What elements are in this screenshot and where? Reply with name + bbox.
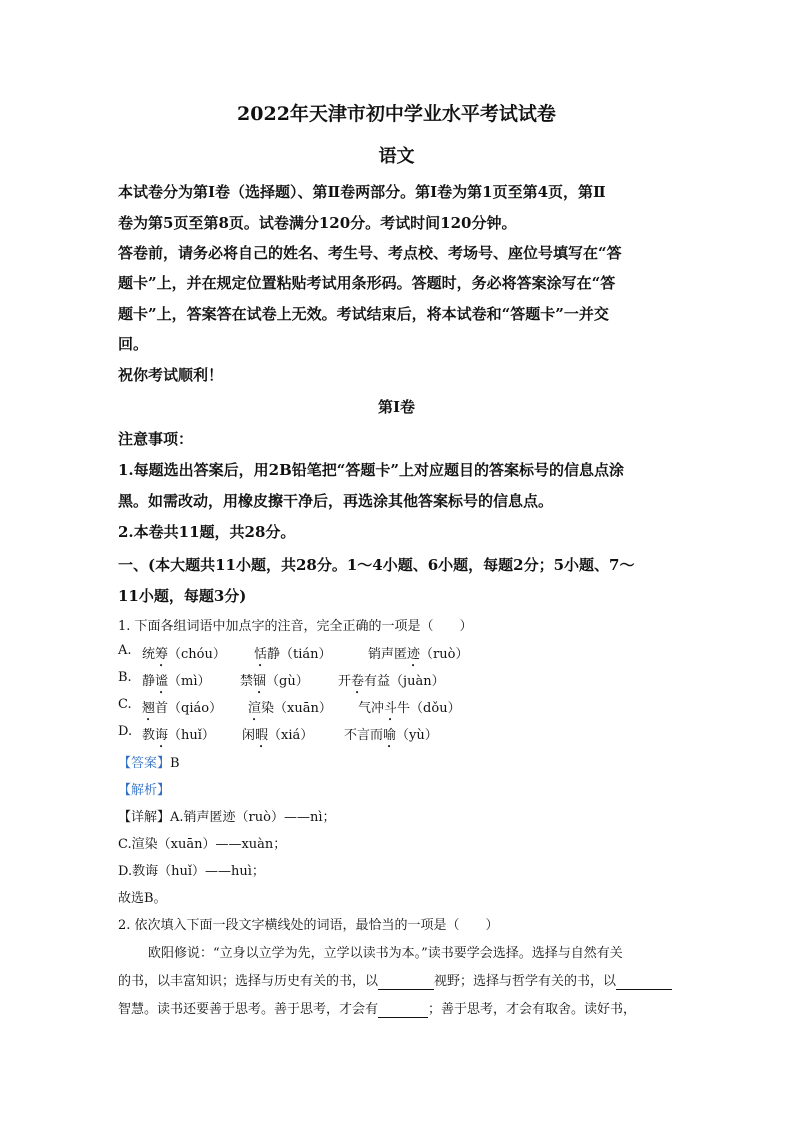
question-stem: 1. 下面各组词语中加点字的注音，完全正确的一项是（ ） xyxy=(118,619,473,634)
option-word: 气冲斗牛（dǒu） xyxy=(358,701,461,716)
subject-title: 语文 xyxy=(378,146,415,167)
option-label: B. xyxy=(118,670,132,685)
fill-blank[interactable] xyxy=(378,974,434,990)
passage-line: 欧阳修说：“立身以立学为先，立学以读书为本。”读书要学会选择。选择与自然有关 xyxy=(148,946,623,961)
answer-value: B xyxy=(170,756,180,771)
passage-line: 的书，以丰富知识；选择与历史有关的书，以 视野；选择与哲学有关的书，以 xyxy=(118,970,672,990)
part-heading: 11小题，每题3分) xyxy=(118,587,247,605)
intro-line: 答卷前，请务必将自己的姓名、考生号、考点校、考场号、座位号填写在“答 xyxy=(118,244,622,262)
answer-tag: 【答案】 xyxy=(118,756,171,771)
intro-line: 题卡”上，并在规定位置粘贴考试用条形码。答题时，务必将答案涂写在“答 xyxy=(118,274,616,292)
question-stem: 2. 依次填入下面一段文字横线处的词语，最恰当的一项是（ ） xyxy=(118,918,499,933)
option-word: 开卷有益（juàn） xyxy=(338,674,445,689)
option-word: 统筹（chóu） xyxy=(142,647,226,662)
intro-line: 题卡”上，答案答在试卷上无效。考试结束后，将本试卷和“答题卡”一并交 xyxy=(118,305,609,323)
note-line: 1.每题选出答案后，用2B铅笔把“答题卡”上对应题目的答案标号的信息点涂 xyxy=(118,461,625,479)
fill-blank[interactable] xyxy=(616,974,672,990)
option-word: 恬静（tián） xyxy=(254,647,332,662)
answer-line xyxy=(118,752,180,771)
note-line: 黑。如需改动，用橡皮擦干净后，再选涂其他答案标号的信息点。 xyxy=(118,492,554,510)
option-word: 渲染（xuān） xyxy=(248,701,332,716)
section-heading: 第Ⅰ卷 xyxy=(377,398,416,416)
detail-line: C.渲染（xuān）——xuàn； xyxy=(118,837,287,852)
option-word: 不言而喻（yù） xyxy=(344,728,438,743)
analysis-line xyxy=(118,779,170,798)
intro-line: 卷为第5页至第8页。试卷满分120分。考试时间120分钟。 xyxy=(118,214,517,232)
part-heading: 一、(本大题共11小题，共28分。1～4小题、6小题，每题2分；5小题、7～ xyxy=(118,556,635,574)
analysis-tag: 【解析】 xyxy=(118,783,171,798)
option-word: 销声匿迹（ruò） xyxy=(368,647,469,662)
option-word: 教诲（huǐ） xyxy=(142,728,215,743)
option-word: 闲暇（xiá） xyxy=(242,728,314,743)
detail-text: A.销声匿迹（ruò）——nì； xyxy=(170,810,336,825)
notes-title: 注意事项： xyxy=(118,430,194,448)
wish-line: 祝你考试顺利！ xyxy=(118,366,224,384)
passage-line: 智慧。读书还要善于思考。善于思考，才会有 ；善于思考，才会有取舍。读好书， xyxy=(118,1002,637,1017)
detail-line: D.教诲（huǐ）——huì； xyxy=(118,864,265,879)
option-label: C. xyxy=(118,697,132,712)
intro-line: 回。 xyxy=(118,335,149,353)
option-word: 静谧（mì） xyxy=(142,674,211,689)
intro-line: 本试卷分为第Ⅰ卷（选择题）、第Ⅱ卷两部分。第Ⅰ卷为第1页至第4页，第Ⅱ xyxy=(118,183,606,201)
exam-title: 2022年天津市初中学业水平考试试卷 xyxy=(237,103,556,125)
option-label: D. xyxy=(118,724,133,739)
option-label: A. xyxy=(118,643,132,658)
fill-blank[interactable] xyxy=(378,1002,428,1018)
detail-tag: 【详解】 xyxy=(118,810,171,825)
note-line: 2.本卷共11题，共28分。 xyxy=(118,523,296,541)
option-word: 禁锢（gù） xyxy=(240,674,309,689)
detail-line xyxy=(118,806,335,825)
option-word: 翘首（qiáo） xyxy=(142,701,223,716)
conclusion-line: 故选B。 xyxy=(118,891,167,906)
